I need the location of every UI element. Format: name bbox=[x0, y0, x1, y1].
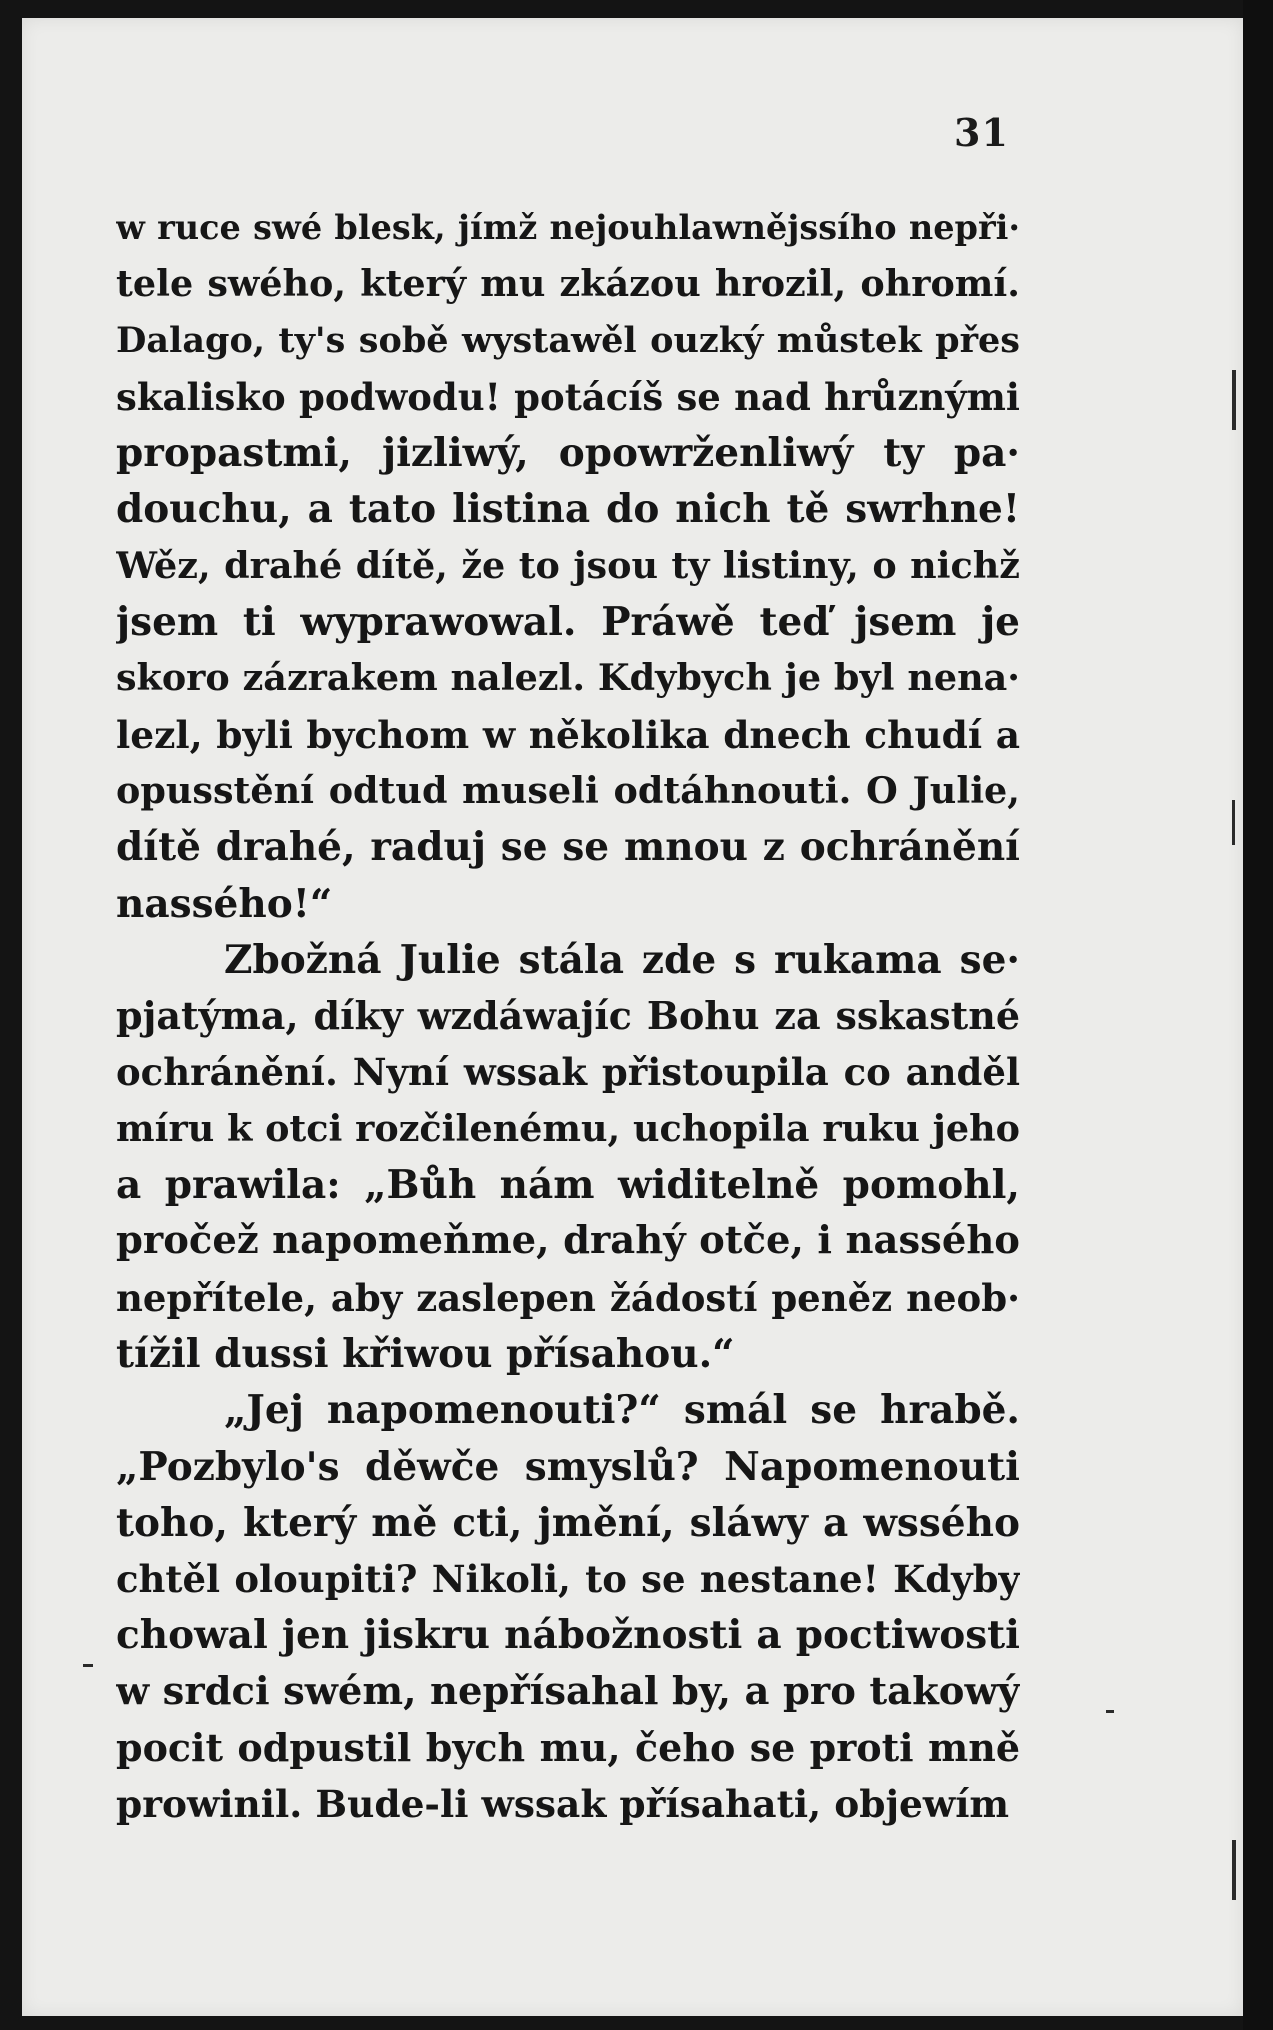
scan-mark bbox=[1232, 370, 1236, 430]
text-line: pjatýma, díky wzdáwajíc Bohu za sskastné bbox=[116, 993, 1020, 1039]
text-line: lezl, byli bychom w několika dnech chudí a bbox=[116, 712, 1020, 757]
scan-mark bbox=[83, 1664, 93, 1667]
text-line: w ruce swé blesk, jímž nejouhlawnějssího nepři· bbox=[116, 208, 1020, 247]
text-line: Zbožná Julie stála zde s rukama se· bbox=[224, 936, 1020, 983]
text-line: chtěl oloupiti? Nikoli, to se nestane! Kdyby bbox=[116, 1557, 1020, 1602]
text-line: pocit odpustil bych mu, čeho se proti mně bbox=[116, 1725, 1020, 1771]
text-line: „Jej napomenouti?“ smál se hrabě. bbox=[224, 1387, 1020, 1434]
text-line: „Pozbylo's děwče smyslů? Napomenouti bbox=[116, 1443, 1020, 1490]
text-line: douchu, a tato listina do nich tě swrhne! bbox=[116, 486, 1020, 533]
scan-border bbox=[1243, 0, 1273, 2030]
text-line: chowal jen jiskru nábožnosti a poctiwosti bbox=[116, 1612, 1020, 1659]
text-line: pročež napomeňme, drahý otče, i nassého bbox=[116, 1218, 1020, 1264]
text-line: jsem ti wyprawowal. Práwě teď jsem je bbox=[116, 599, 1020, 646]
scan-mark bbox=[1232, 800, 1235, 845]
body-text bbox=[116, 200, 1020, 1833]
text-line: skoro zázrakem nalezl. Kdybych je byl nena· bbox=[116, 656, 1020, 700]
text-line: dítě drahé, raduj se se mnou z ochránění bbox=[116, 824, 1020, 871]
text-line: prowinil. Bude-li wssak přísahati, objewím bbox=[116, 1782, 1010, 1827]
text-line: nassého!“ bbox=[116, 880, 333, 927]
text-line: Dalago, ty's sobě wystawěl ouzký můstek přes bbox=[116, 319, 1020, 361]
text-line: míru k otci rozčilenému, uchopila ruku jeho bbox=[116, 1106, 1020, 1150]
text-line: nepřítele, aby zaslepen žádostí peněz neob· bbox=[116, 1275, 1020, 1320]
text-line: skalisko podwodu! potácíš se nad hrůznými bbox=[116, 374, 1020, 419]
text-line: propastmi, jizliwý, opowrženliwý ty pa· bbox=[116, 430, 1020, 477]
page-number: 31 bbox=[954, 110, 1009, 155]
text-line: ochránění. Nyní wssak přistoupila co anděl bbox=[116, 1050, 1020, 1095]
scan-mark bbox=[1106, 1710, 1114, 1713]
text-line: opusstění odtud museli odtáhnouti. O Julie, bbox=[116, 768, 1020, 812]
scan-mark bbox=[1232, 1840, 1236, 1900]
text-line: a prawila: „Bůh nám widitelně pomohl, bbox=[116, 1162, 1020, 1209]
text-line: Wěz, drahé dítě, že to jsou ty listiny, o nichž bbox=[116, 543, 1020, 587]
text-line: w srdci swém, nepřísahal by, a pro takowý bbox=[116, 1668, 1020, 1714]
text-line: tížil dussi křiwou přísahou.“ bbox=[116, 1330, 735, 1377]
text-line: toho, který mě cti, jmění, sláwy a wssého bbox=[116, 1499, 1020, 1546]
text-line: tele swého, který mu zkázou hrozil, ohromí. bbox=[116, 262, 1020, 306]
